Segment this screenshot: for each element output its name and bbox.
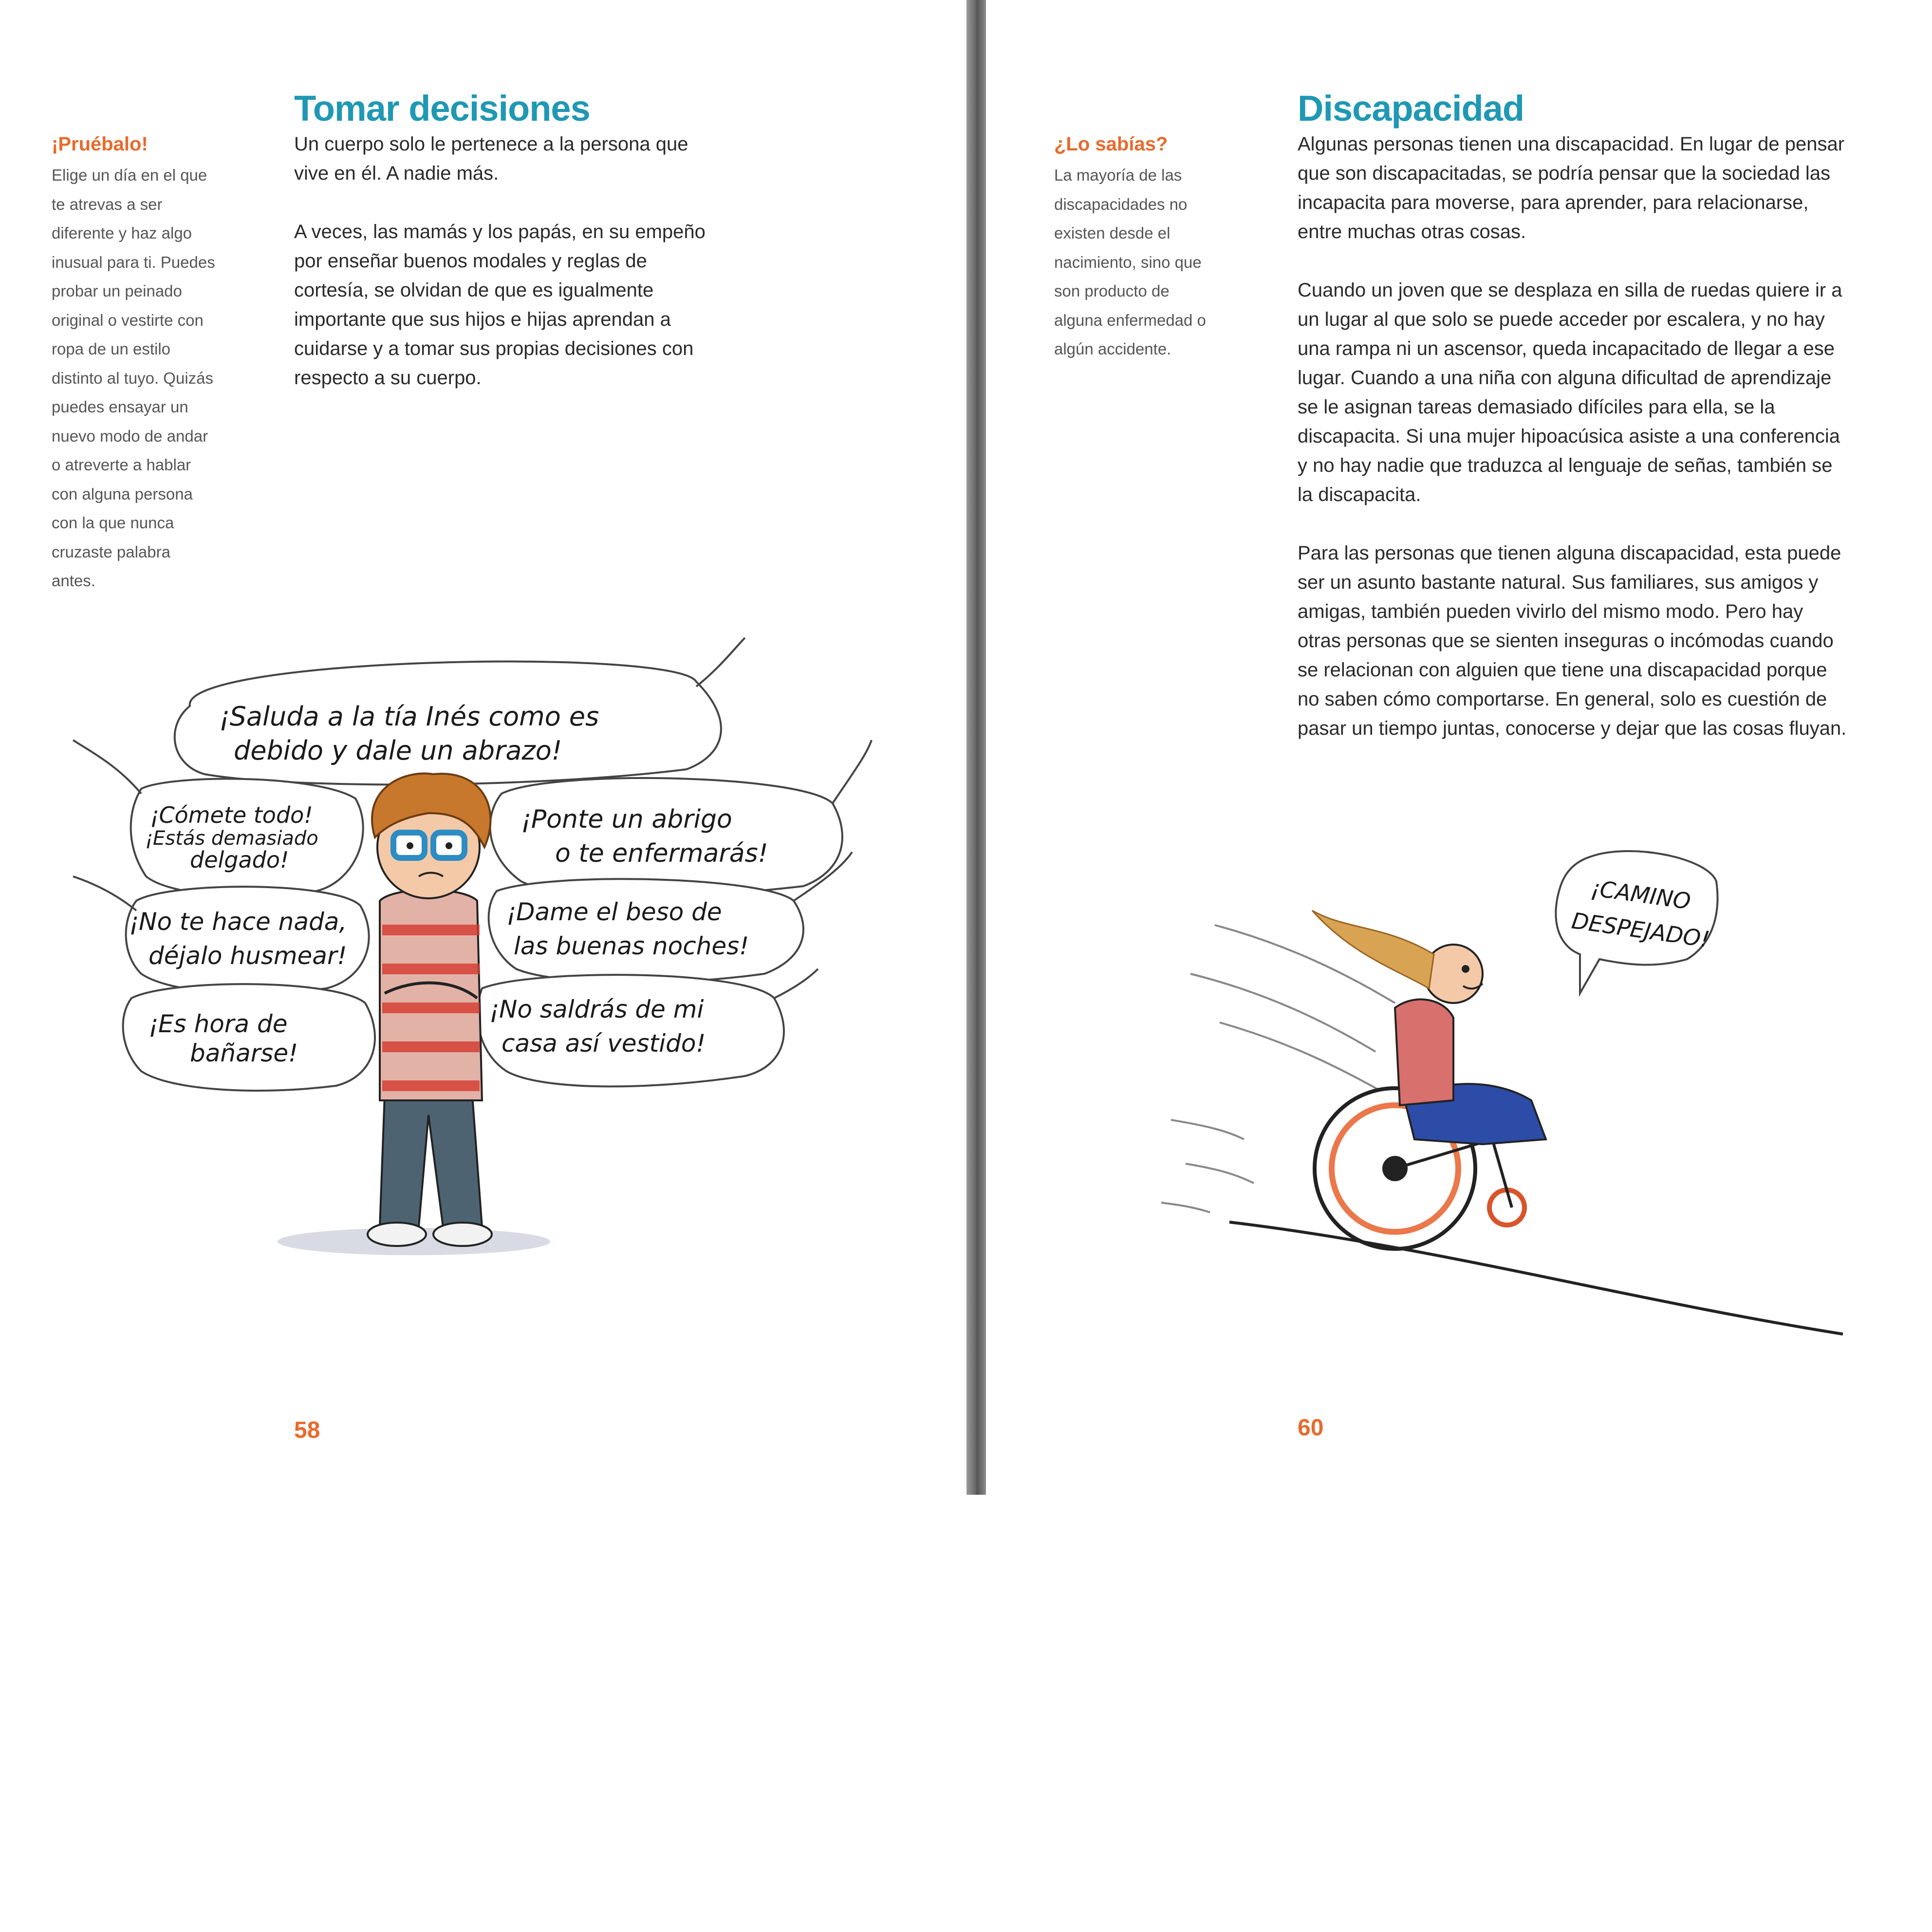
- sidebar-title: ¡Pruébalo!: [52, 133, 148, 155]
- right-page: [986, 0, 1932, 1495]
- bubble-text-5b: las buenas noches!: [514, 932, 749, 960]
- wheelchair-girl-illustration: [1142, 847, 1853, 1354]
- page-number: 60: [1298, 1415, 1324, 1441]
- bubble-text-4a: ¡No te hace nada,: [129, 908, 347, 936]
- paragraph: Algunas personas tienen una discapacidad. En lugar de pensar que son discapacitadas, se podría pensar que la sociedad las incapacita para moverse, para aprender, para relacionarse, entre muchas otras cosas.: [1298, 133, 1845, 242]
- slope-line: [1229, 1222, 1843, 1334]
- bubble-text-7b: casa así vestido!: [502, 1029, 706, 1058]
- right-shoe: [433, 1223, 492, 1246]
- bubble-text-1a: ¡Saluda a la tía Inés como es: [219, 701, 599, 732]
- bubble-text-6b: bañarse!: [190, 1039, 298, 1067]
- bubble-text-4b: déjalo husmear!: [149, 942, 347, 970]
- paragraph: Un cuerpo solo le pertenece a la persona que vive en él. A nadie más.: [294, 133, 688, 184]
- body-text: [294, 130, 723, 392]
- paragraph: Cuando un joven que se desplaza en silla de ruedas quiere ir a un lugar al que solo se puede acceder por escalera, y no hay una rampa ni un ascensor, queda incapacitado de llegar a ese lugar. Cuando a una niña con alguna dificultad de aprendizaje se le asignan tareas demasiado difíciles para ella, se la discapacita. Si una mujer hipoacúsica asiste a una conferencia y no hay nadie que traduzca al lenguaje de señas, también se la discapacita.: [1298, 279, 1842, 505]
- eye: [1462, 965, 1469, 973]
- paragraph: Para las personas que tienen alguna discapacidad, esta puede ser un asunto bastante natural. Sus familiares, sus amigos y amigas, también pueden vivirlo del mismo modo. Pero hay otras personas que se sienten inseguras o incómodas cuando se relacionan con alguien que tiene una discapacidad porque no saben cómo comportarse. En general, solo es cuestión de pasar un tiempo juntas, conocerse y dejar que las cosas fluyan.: [1298, 542, 1847, 739]
- speech-bubble-3: [490, 778, 842, 896]
- bubble-tail: [73, 740, 141, 794]
- striped-sweater: [380, 890, 482, 1101]
- bubble-text-6a: ¡Es hora de: [149, 1010, 288, 1038]
- bubble-text-7a: ¡No saldrás de mi: [489, 995, 704, 1023]
- paragraph: A veces, las mamás y los papás, en su empeño por enseñar buenos modales y reglas de cortesía, se olvidan de que es igualmente importante que sus hijos e hijas aprendan a cuidarse y a tomar sus propias decisiones con respecto a su cuerpo.: [294, 221, 706, 389]
- bubble-text-3a: ¡Ponte un abrigo: [521, 805, 732, 834]
- flowing-hair: [1312, 910, 1434, 988]
- bubble-text-2c: delgado!: [190, 847, 289, 873]
- trousers: [380, 1096, 482, 1227]
- body-text: [1298, 130, 1848, 743]
- eye: [446, 842, 452, 849]
- bubble-text-5a: ¡Dame el beso de: [506, 898, 722, 926]
- left-page: [0, 0, 966, 1495]
- bubble-tail: [833, 740, 872, 803]
- page-title: Tomar decisiones: [294, 88, 590, 129]
- speech-bubble-4: [126, 887, 369, 993]
- bubble-text-a: ¡CAMINO: [1589, 874, 1692, 915]
- bubble-tail: [774, 969, 818, 998]
- page-title: Discapacidad: [1298, 88, 1524, 129]
- speech-bubble-5: [489, 879, 803, 983]
- left-shoe: [368, 1223, 426, 1246]
- bubble-tail: [73, 876, 136, 910]
- pink-shirt: [1395, 1000, 1453, 1105]
- sidebar-text: La mayoría de las discapacidades no existen desde el nacimiento, sino que son producto de alguna enfermedad o algún accidente.: [1054, 166, 1206, 358]
- boy-with-speech-bubbles-illustration: [44, 628, 881, 1276]
- bubble-tail: [696, 638, 745, 687]
- girl-figure: [1312, 910, 1546, 1144]
- speed-lines: [1161, 925, 1395, 1212]
- bubble-text-b: DESPEJADO!: [1570, 907, 1711, 953]
- page-number: 58: [294, 1417, 320, 1443]
- bubble-text-2a: ¡Cómete todo!: [150, 802, 313, 828]
- boy-figure: [368, 774, 492, 1246]
- bubble-text-2b: ¡Estás demasiado: [145, 827, 318, 850]
- bubble-text-3b: o te enfermarás!: [555, 839, 768, 868]
- eye: [407, 842, 413, 849]
- book-spine: [966, 0, 986, 1495]
- sidebar-title: ¿Lo sabías?: [1054, 133, 1168, 155]
- bubble-text-1b: debido y dale un abrazo!: [234, 735, 562, 766]
- sidebar-text: Elige un día en el que te atrevas a ser diferente y haz algo inusual para ti. Puedes probar un peinado original o vestirte con ropa de un estilo distinto al tuyo. Quizás puedes ensayar un nuevo modo de andar o atreverte a hablar con alguna persona con la que nunca cruzaste palabra antes.: [52, 166, 215, 590]
